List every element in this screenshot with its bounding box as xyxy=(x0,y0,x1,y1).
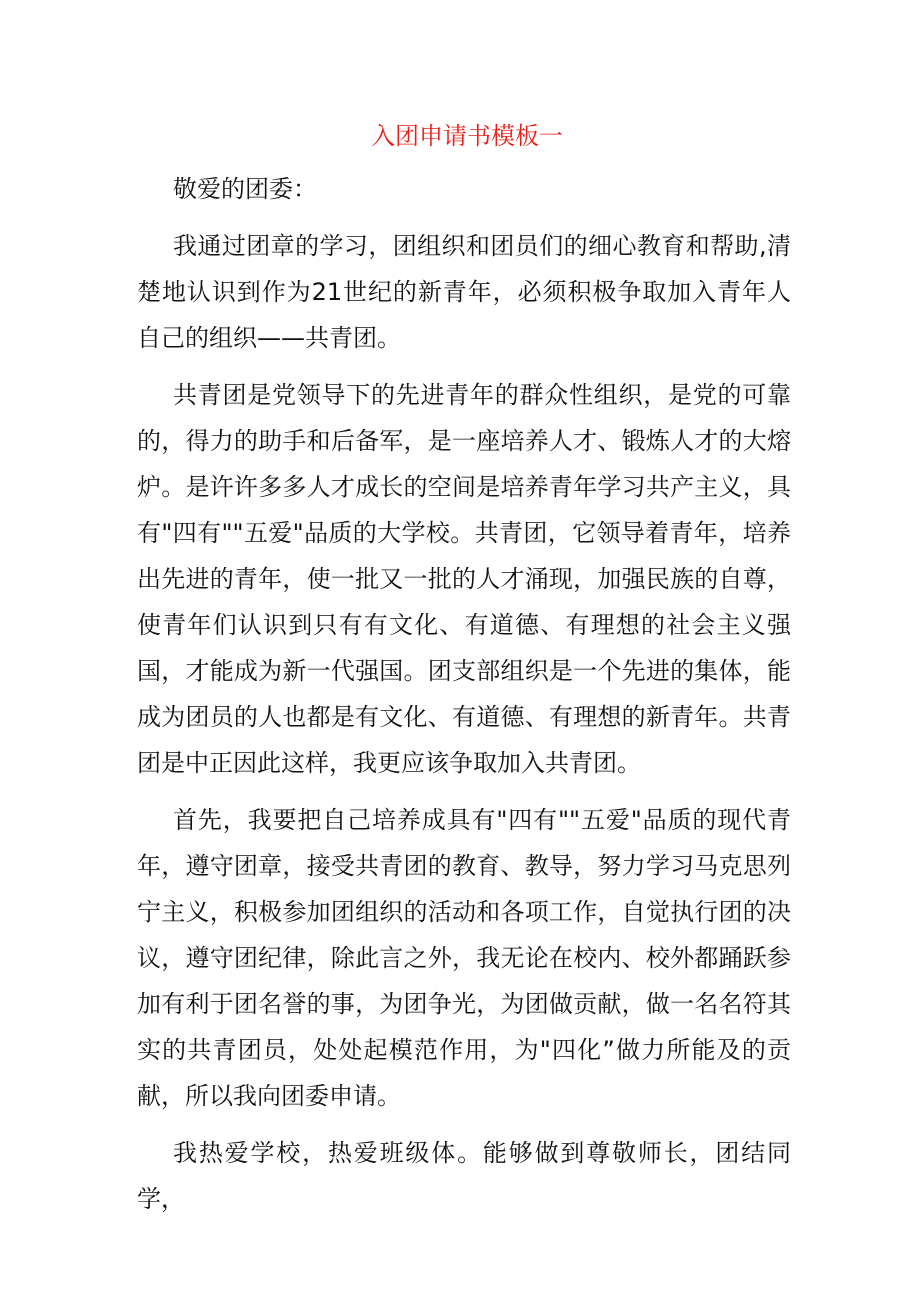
paragraph-1: 我通过团章的学习，团组织和团员们的细心教育和帮助,清楚地认识到作为21世纪的新青年，必须积极争取加入青年人自己的组织——共青团。 xyxy=(137,232,791,352)
paragraph-2: 共青团是党领导下的先进青年的群众性组织，是党的可靠的，得力的助手和后备军，是一座培养人才、锻炼人才的大熔炉。是许许多多人才成长的空间是培养青年学习共产主义，具有"四有""五爱"品质的大学校。共青团，它领导着青年，培养出先进的青年，使一批又一批的人才涌现，加强民族的自尊，使青年们认识到只有有文化、有道德、有理想的社会主义强国，才能成为新一代强国。团支部组织是一个先进的集体，能成为团员的人也都是有文化、有道德、有理想的新青年。共青团是中正因此这样，我更应该争取加入共青团。 xyxy=(137,381,791,777)
document-body xyxy=(137,120,791,1233)
salutation: 敬爱的团委： xyxy=(173,175,317,203)
paragraph-4: 我热爱学校，热爱班级体。能够做到尊敬师长，团结同学， xyxy=(137,1139,791,1213)
document-title: 入团申请书模板一 xyxy=(371,122,563,150)
paragraph-3: 首先，我要把自己培养成具有"四有""五爱"品质的现代青年，遵守团章，接受共青团的教育、教导，努力学习马克思列宁主义，积极参加团组织的活动和各项工作，自觉执行团的决议，遵守团纪律，除此言之外，我无论在校内、校外都踊跃参加有利于团名誉的事，为团争光，为团做贡献，做一名名符其实的共青团员，处处起模范作用，为"四化”做力所能及的贡献，所以我向团委申请。 xyxy=(137,806,791,1110)
